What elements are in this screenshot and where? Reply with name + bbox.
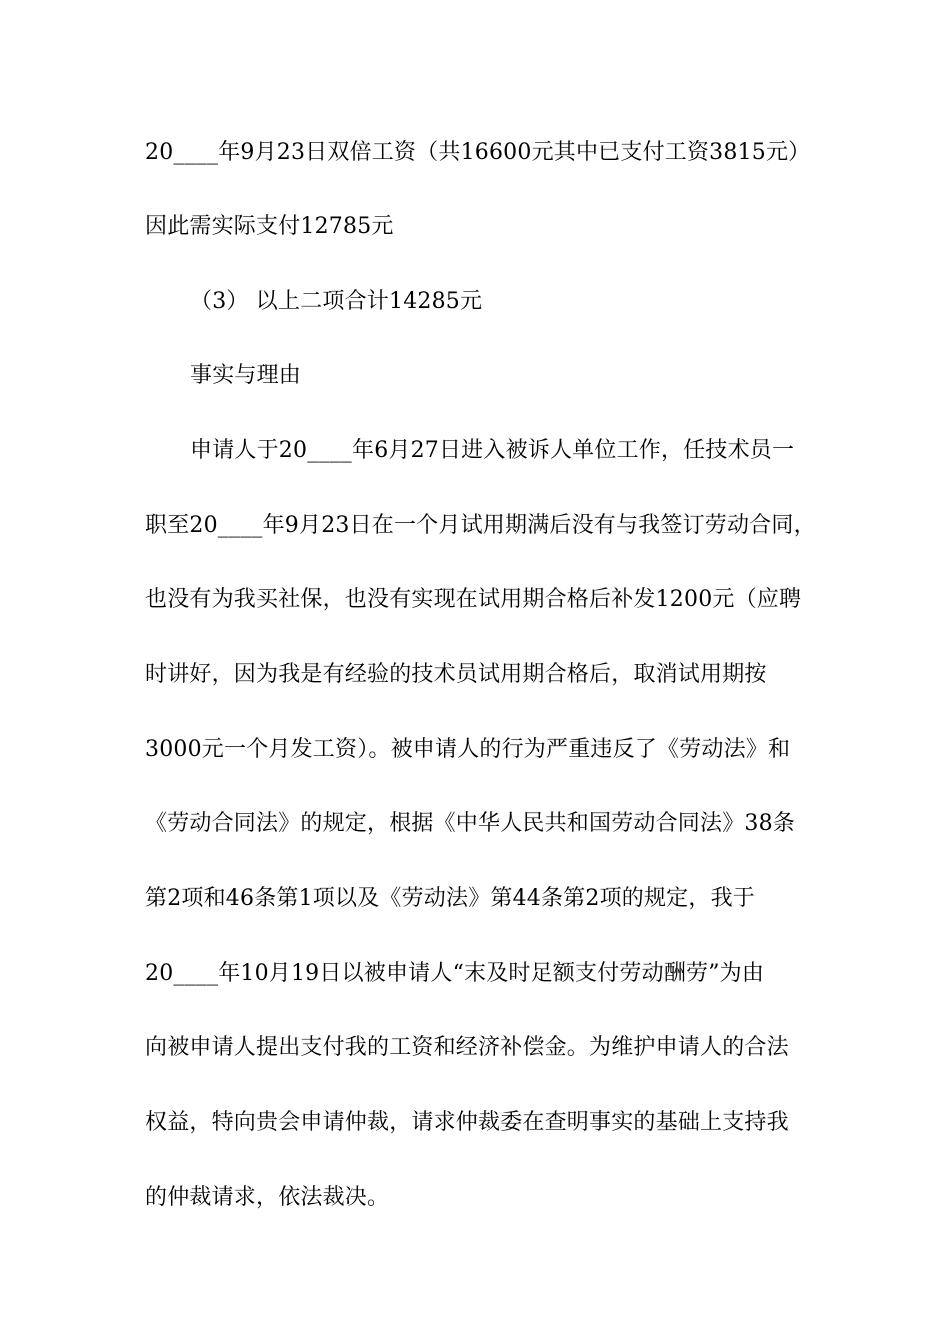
text-line: 3000元一个月发工资）。被申请人的行为严重违反了《劳动法》和 bbox=[145, 737, 791, 762]
text-line: 20____年10月19日以被申请人“末及时足额支付劳动酬劳”为由 bbox=[145, 961, 765, 986]
text-line: 权益，特向贵会申请仲裁，请求仲裁委在查明事实的基础上支持我 bbox=[145, 1110, 789, 1135]
text-line: 申请人于20____年6月27日进入被诉人单位工作，任技术员一 bbox=[190, 438, 795, 463]
text-line: 第2项和46条第1项以及《劳动法》第44条第2项的规定，我于 bbox=[145, 886, 755, 911]
text-line: 20____年9月23日双倍工资（共16600元其中已支付工资3815元） bbox=[145, 140, 811, 165]
text-line: 《劳动合同法》的规定，根据《中华人民共和国劳动合同法》38条 bbox=[145, 811, 795, 836]
text-line: 因此需实际支付12785元 bbox=[145, 214, 394, 239]
text-line: 向被申请人提出支付我的工资和经济补偿金。为维护申请人的合法 bbox=[145, 1035, 789, 1060]
section-heading: 事实与理由 bbox=[190, 363, 302, 388]
text-line: 时讲好，因为我是有经验的技术员试用期合格后，取消试用期按 bbox=[145, 662, 767, 687]
text-line: 职至20____年9月23日在一个月试用期满后没有与我签订劳动合同， bbox=[145, 513, 816, 538]
text-line: 也没有为我买社保，也没有实现在试用期合格后补发1200元（应聘 bbox=[145, 587, 802, 612]
text-line: 的仲裁请求，依法裁决。 bbox=[145, 1185, 390, 1210]
list-item-3: （3） 以上二项合计14285元 bbox=[190, 289, 483, 314]
